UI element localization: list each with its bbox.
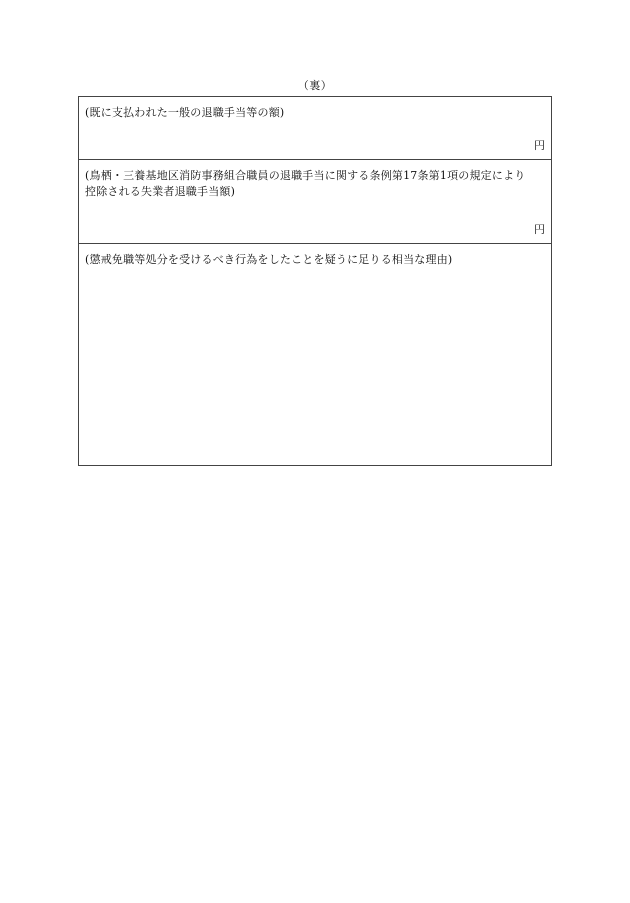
disciplinary-reason-label: (懲戒免職等処分を受けるべき行為をしたことを疑うに足りる相当な理由) — [85, 253, 453, 266]
yen-unit-label: 円 — [534, 139, 545, 152]
form-table — [78, 96, 552, 466]
paid-retirement-allowance-label: (既に支払われた一般の退職手当等の額) — [85, 106, 285, 119]
deducted-unemployment-allowance-section[interactable] — [79, 160, 551, 244]
paid-retirement-allowance-section[interactable] — [79, 97, 551, 160]
disciplinary-reason-section[interactable] — [79, 244, 551, 465]
page-title: （裏） — [297, 79, 333, 92]
deducted-unemployment-allowance-label: (鳥栖・三養基地区消防事務組合職員の退職手当に関する条例第17条第1項の規定により 控除される失業者退職手当額) — [85, 169, 526, 198]
yen-unit-label: 円 — [534, 223, 545, 236]
